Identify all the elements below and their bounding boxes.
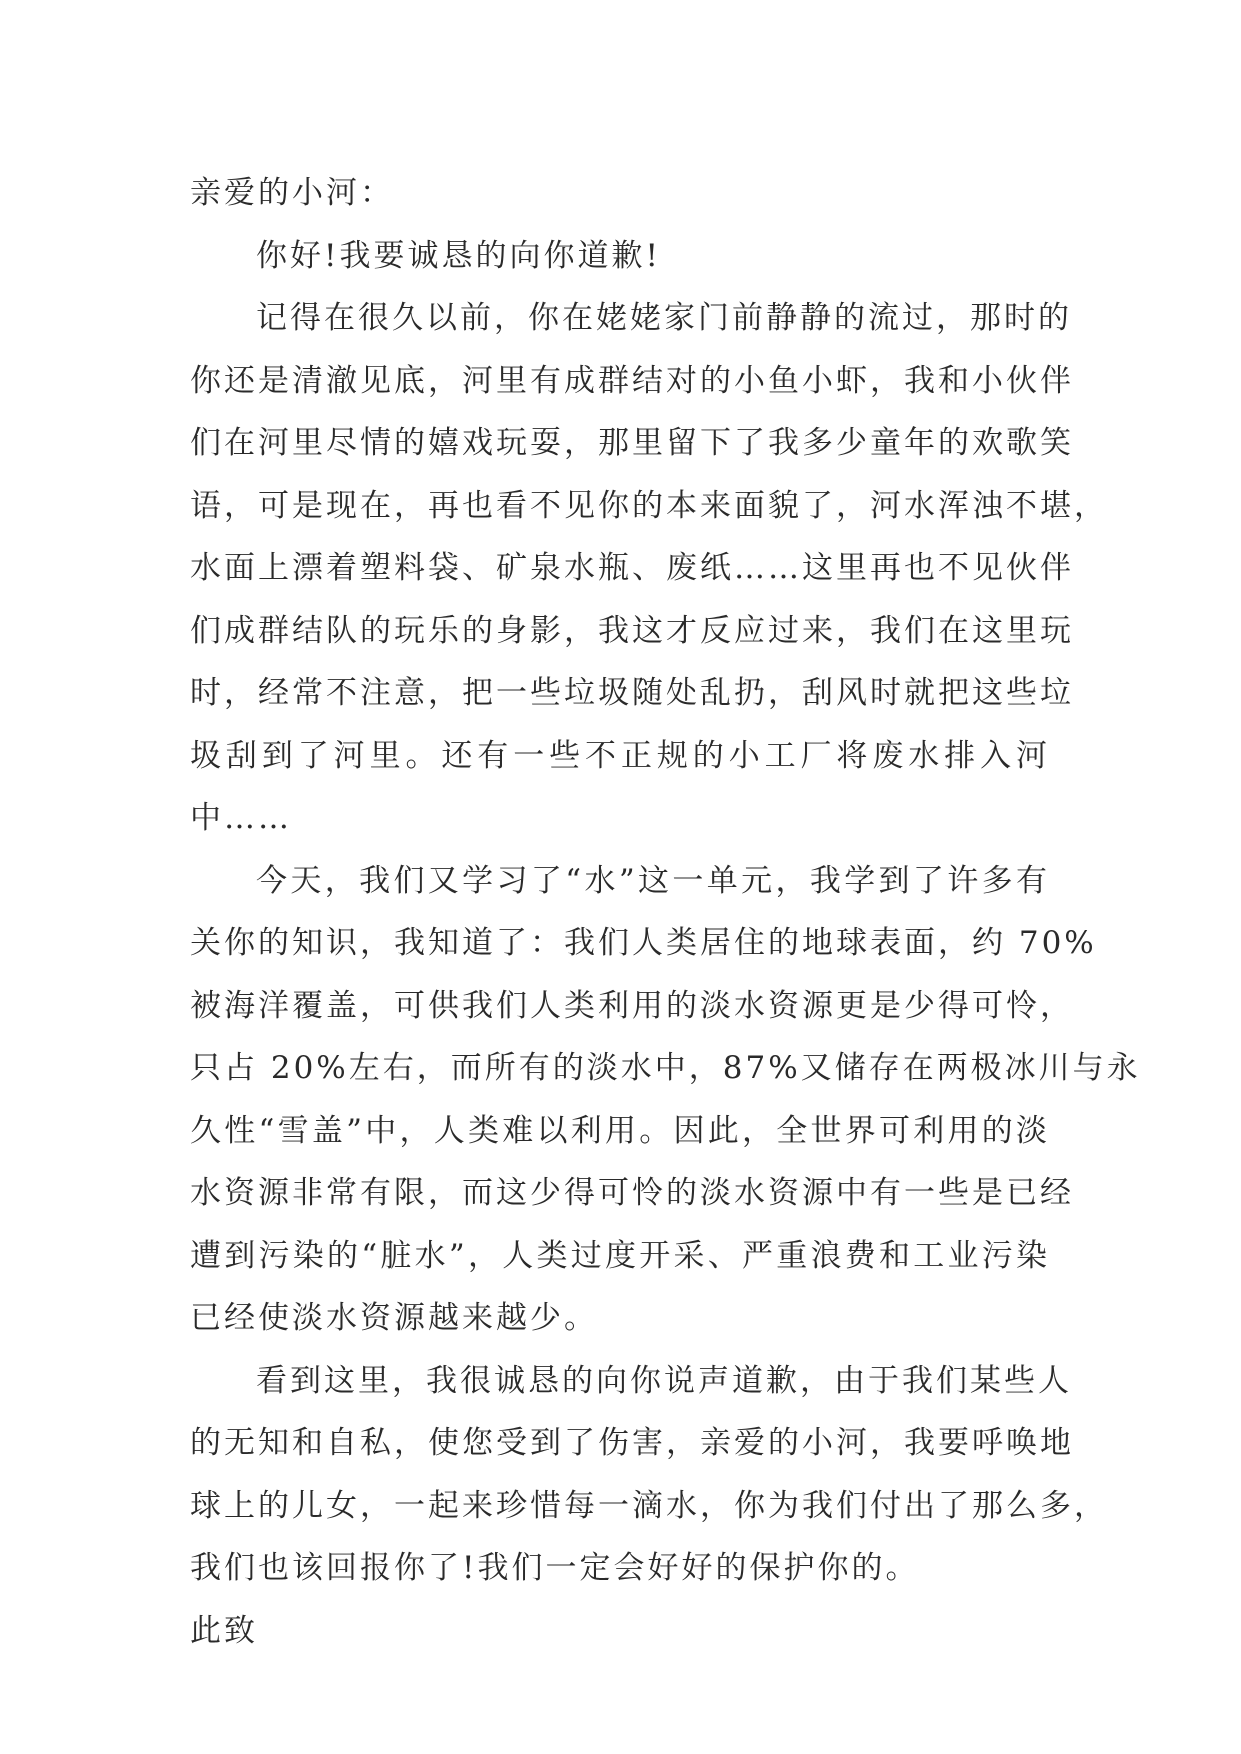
paragraph-line: 时，经常不注意，把一些垃圾随处乱扔，刮风时就把这些垃 — [190, 675, 1074, 711]
paragraph-line: 你还是清澈见底，河里有成群结对的小鱼小虾，我和小伙伴 — [190, 362, 1074, 399]
letter-closing: 此致 — [190, 1612, 258, 1649]
paragraph-line: 我们也该回报你了!我们一定会好好的保护你的。 — [190, 1550, 920, 1586]
paragraph-line: 关你的知识，我知道了：我们人类居住的地球表面，约 70% — [190, 925, 1097, 961]
paragraph-line: 久性“雪盖”中，人类难以利用。因此，全世界可利用的淡 — [190, 1112, 1050, 1149]
paragraph-line: 今天，我们又学习了“水”这一单元，我学到了许多有 — [256, 862, 1050, 899]
paragraph-line: 记得在很久以前，你在姥姥家门前静静的流过，那时的 — [256, 300, 1072, 336]
paragraph-line: 只占 20%左右，而所有的淡水中，87%又储存在两极冰川与永 — [190, 1050, 1141, 1086]
paragraph-line: 球上的儿女，一起来珍惜每一滴水，你为我们付出了那么多， — [190, 1487, 1108, 1524]
paragraph-line: 已经使淡水资源越来越少。 — [190, 1300, 598, 1336]
paragraph-3 — [190, 1350, 1108, 1600]
paragraph-line: 水面上漂着塑料袋、矿泉水瓶、废纸……这里再也不见伙伴 — [190, 550, 1074, 586]
paragraph-line: 们在河里尽情的嬉戏玩耍，那里留下了我多少童年的欢歌笑 — [190, 425, 1074, 461]
paragraph-line: 被海洋覆盖，可供我们人类利用的淡水资源更是少得可怜， — [190, 987, 1074, 1024]
paragraph-1 — [190, 287, 1108, 850]
paragraph-line: 看到这里，我很诚恳的向你说声道歉，由于我们某些人 — [256, 1362, 1072, 1399]
paragraph-line: 语，可是现在，再也看不见你的本来面貌了，河水浑浊不堪， — [190, 487, 1108, 524]
paragraph-line: 遭到污染的“脏水”，人类过度开采、严重浪费和工业污染 — [190, 1237, 1050, 1274]
paragraph-line: 中…… — [190, 800, 292, 836]
letter-salutation: 亲爱的小河： — [190, 175, 394, 211]
paragraph-line: 圾刮到了河里。还有一些不正规的小工厂将废水排入河 — [190, 737, 1050, 774]
paragraph-2 — [190, 850, 1141, 1350]
letter-greeting: 你好!我要诚恳的向你道歉! — [256, 237, 661, 274]
paragraph-line: 们成群结队的玩乐的身影，我这才反应过来，我们在这里玩 — [190, 612, 1074, 649]
letter-page — [190, 162, 1141, 1662]
paragraph-line: 的无知和自私，使您受到了伤害，亲爱的小河，我要呼唤地 — [190, 1425, 1074, 1461]
paragraph-line: 水资源非常有限，而这少得可怜的淡水资源中有一些是已经 — [190, 1175, 1074, 1211]
